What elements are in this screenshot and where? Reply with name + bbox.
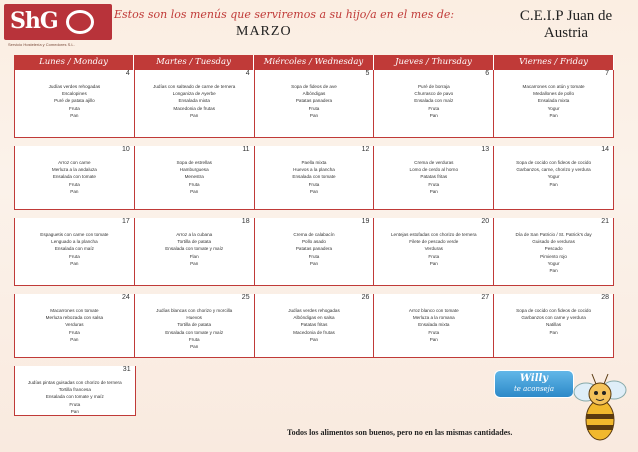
dish-item: Fruta	[69, 181, 80, 187]
month-title: MARZO	[236, 24, 292, 39]
dish-item: Yogur	[547, 174, 560, 180]
dish-item: Pan	[190, 260, 199, 266]
dish-item: Ensalada con maíz	[414, 98, 454, 104]
day-cell	[14, 70, 135, 138]
day-number: 14	[601, 146, 609, 153]
dish-item: Crema de calabacín	[293, 232, 335, 237]
dish-item: Pan	[429, 260, 438, 266]
dish-list	[496, 159, 611, 188]
dish-item: Merluza a la andaluza	[51, 167, 97, 173]
dish-item: Pan	[70, 260, 79, 266]
day-cell	[135, 70, 255, 138]
day-cell	[255, 70, 375, 138]
dish-item: Ensalada con tomate y maíz	[165, 329, 224, 335]
week-gap	[14, 358, 614, 366]
dish-item: Flan	[189, 253, 199, 259]
dish-item: Ensalada con tomate y maíz	[165, 246, 224, 252]
logo-subtitle: Servicio Hostelería y Comedores S.L.	[8, 42, 75, 47]
week-row	[14, 294, 614, 358]
weekday-monday: Lunes / Monday	[14, 55, 134, 70]
dish-list	[17, 83, 132, 119]
willy-title: Willy	[519, 373, 549, 384]
dish-list	[376, 307, 491, 343]
dish-item: Natillas	[546, 322, 562, 328]
dish-item: Pan	[549, 181, 558, 187]
day-number: 4	[245, 70, 250, 77]
dish-item: Medallones de pollo	[533, 91, 575, 97]
day-cell	[374, 146, 494, 210]
dish-item: Ensalada mixta	[178, 98, 210, 104]
dish-item: Pan	[309, 112, 319, 118]
dish-item: Tortilla de patata	[177, 239, 212, 245]
dish-item: Macedonia de frutas	[173, 105, 215, 111]
dish-list	[137, 83, 252, 119]
dish-item: Lenguado a la plancha	[51, 239, 98, 245]
dish-item: Fruta	[428, 181, 440, 187]
dish-list	[137, 307, 252, 350]
dish-item: Ensalada con tomate	[292, 174, 336, 180]
day-number: 26	[361, 294, 370, 301]
dish-item: Filete de pescado verde	[409, 239, 459, 245]
dish-item: Fruta	[428, 329, 440, 335]
dish-item: Merluza rebozada con salsa	[45, 315, 104, 321]
dish-item: Sopa de estrellas	[176, 160, 212, 165]
dish-item: Fruta	[69, 105, 80, 111]
day-number: 7	[605, 70, 609, 77]
dish-list	[257, 307, 372, 343]
day-number: 31	[122, 366, 131, 373]
day-cell	[14, 146, 135, 210]
dish-item: Longaniza de Ayerbe	[172, 91, 216, 97]
day-number: 28	[601, 294, 609, 301]
dish-item: Crema de verduras	[414, 160, 454, 165]
dish-item: Albóndigas en salsa	[293, 315, 335, 321]
dish-item: Pan	[549, 112, 558, 118]
dish-list	[496, 83, 611, 119]
dish-item: Pan	[190, 344, 199, 350]
footer-note: Todos los alimentos son buenos, pero no en las mismas cantidades.	[287, 428, 513, 437]
willy-subtitle: te aconseja	[513, 385, 555, 393]
dish-item: Ensalada mixta	[418, 322, 450, 328]
dish-item: Huevos a la plancha	[293, 167, 335, 173]
dish-item: Garbanzos con carne y verdura	[521, 315, 586, 321]
day-cell	[135, 146, 255, 210]
dish-item: Patatas panadera	[295, 246, 333, 252]
day-cell	[494, 146, 614, 210]
dish-item: Tortilla de patata	[177, 322, 212, 328]
dish-item: Macarrones con tomate	[50, 308, 99, 313]
dish-item: Fruta	[308, 181, 320, 187]
dish-list	[17, 379, 133, 415]
dish-item: Albóndigas	[302, 91, 326, 97]
logo-text: ShG	[10, 8, 58, 34]
dish-item: Arroz a la cubana	[176, 232, 213, 237]
dish-item: Pan	[70, 408, 79, 414]
day-number: 11	[242, 146, 250, 153]
dish-list	[376, 83, 491, 119]
bee-mascot-icon	[570, 368, 630, 446]
day-cell	[255, 294, 375, 358]
dish-item: Sopa de cocido con fideos de cocido	[516, 160, 591, 165]
dish-item: Pan	[190, 112, 199, 118]
day-cell	[374, 218, 494, 286]
company-logo	[4, 4, 112, 48]
day-cell	[375, 366, 495, 416]
day-cell	[135, 218, 255, 286]
dish-item: Pimiento rojo	[540, 253, 567, 259]
school-name: C.E.I.P Juan de Austria	[519, 8, 613, 41]
dish-list	[17, 159, 132, 195]
day-number: 10	[122, 146, 130, 153]
dish-item: Fruta	[308, 253, 320, 259]
dish-item: Fruta	[69, 329, 80, 335]
dish-item: Ensalada con tomate	[52, 174, 96, 180]
dish-item: Verduras	[65, 322, 84, 328]
day-cell	[255, 366, 375, 416]
day-number: 4	[125, 70, 130, 77]
dish-item: Espaguetis con carne con tomate	[40, 232, 109, 237]
dish-list	[376, 159, 491, 195]
dish-item: Fruta	[428, 253, 440, 259]
day-number: 5	[365, 70, 370, 77]
weekday-header	[14, 55, 614, 70]
day-cell	[494, 218, 614, 286]
dish-item: Tortilla francesa	[58, 387, 91, 393]
dish-item: Arroz con carne	[58, 160, 91, 165]
dish-item: Yogur	[547, 260, 560, 266]
dish-item: Pan	[70, 336, 79, 342]
dish-item: Yogur	[547, 105, 560, 111]
dish-item: Pan	[70, 112, 79, 118]
week-row	[14, 146, 614, 210]
dish-item: Pollo asado	[301, 239, 326, 245]
dish-item: Huevos	[186, 315, 202, 321]
weekday-wednesday: Miércoles / Wednesday	[254, 55, 374, 70]
day-cell	[374, 70, 494, 138]
week-gap	[14, 286, 614, 294]
dish-item: Guisado de verduras	[532, 239, 575, 245]
dish-item: Verduras	[424, 246, 443, 252]
dish-item: Fruta	[188, 181, 200, 187]
dish-item: Ensalada con maíz	[54, 246, 94, 252]
dish-item: Puré de patata ajillo	[54, 98, 95, 104]
dish-item: Judías verdes rehogadas	[288, 308, 340, 313]
dish-item: Fruta	[69, 253, 80, 259]
dish-item: Hamburguesa	[179, 167, 209, 173]
dish-item: Ensalada con tomate y maíz	[45, 394, 104, 400]
day-cell	[374, 294, 494, 358]
dish-item: Fruta	[428, 105, 440, 111]
dish-list	[496, 231, 611, 274]
dish-item: Churrasco de pavo	[414, 91, 454, 97]
dish-item: Pan	[309, 188, 319, 194]
willy-badge	[494, 370, 574, 398]
day-cell	[135, 294, 255, 358]
dish-list	[257, 231, 372, 267]
day-cell	[136, 366, 256, 416]
logo-eye-icon	[66, 10, 94, 34]
dish-item: Fruta	[69, 401, 81, 407]
dish-item: Judías con salteado de carne de ternera	[153, 84, 236, 89]
dish-item: Sopa de fideos de ave	[291, 84, 337, 89]
day-number: 27	[481, 294, 490, 301]
dish-item: Sopa de cocido con fideos de cocido	[516, 308, 591, 313]
day-number: 25	[241, 294, 250, 301]
day-cell	[14, 218, 135, 286]
weekday-thursday: Jueves / Thursday	[374, 55, 494, 70]
dish-item: Pan	[70, 188, 79, 194]
dish-item: Paella mixta	[301, 160, 327, 165]
dish-item: Pan	[429, 112, 438, 118]
dish-list	[17, 307, 132, 343]
day-number: 6	[485, 70, 490, 77]
dish-list	[496, 307, 611, 336]
headline: Estos son los menús que serviremos a su hijo/a en el mes de:	[114, 8, 455, 21]
dish-list	[257, 159, 372, 195]
dish-item: Puré de borraja	[417, 84, 450, 89]
day-number: 21	[601, 218, 609, 225]
day-number: 24	[122, 294, 130, 301]
dish-list	[17, 231, 132, 267]
dish-item: Patatas fritas	[300, 322, 328, 328]
day-number: 18	[241, 218, 250, 225]
dish-item: Pescado	[544, 246, 563, 252]
day-number: 13	[481, 146, 490, 153]
dish-item: Escalopines	[62, 91, 87, 97]
dish-item: Pan	[549, 268, 558, 274]
dish-item: Garbanzos, carne, chorizo y verdura	[516, 167, 591, 173]
week-row	[14, 218, 614, 286]
day-number: 17	[122, 218, 130, 225]
dish-item: Día de San Patricio / St. Patrick's day	[515, 232, 592, 237]
dish-item: Menestra	[184, 174, 204, 180]
dish-list	[376, 231, 491, 267]
dish-item: Judías blancas con chorizo y morcilla	[156, 308, 233, 313]
dish-item: Judías verdes rehogadas	[48, 84, 101, 89]
dish-item: Merluza a la romana	[412, 315, 455, 321]
dish-item: Lomo de cerdo al horno	[409, 167, 459, 173]
dish-list	[137, 231, 252, 267]
dish-item: Macedonia de frutas	[293, 329, 335, 335]
dish-item: Arroz blanco con tomate	[408, 308, 459, 313]
day-cell	[255, 146, 375, 210]
dish-item: Fruta	[308, 105, 320, 111]
day-cell	[14, 366, 136, 416]
day-cell	[255, 218, 375, 286]
dish-item: Pan	[309, 336, 319, 342]
dish-list	[137, 159, 252, 195]
day-number: 19	[361, 218, 370, 225]
dish-item: Pan	[190, 188, 199, 194]
menu-calendar	[14, 55, 614, 416]
dish-list	[257, 83, 372, 119]
dish-item: Lentejas estofadas con chorizo de ternera	[391, 232, 477, 237]
day-cell	[494, 70, 614, 138]
dish-item: Fruta	[188, 336, 200, 342]
week-gap	[14, 210, 614, 218]
day-number: 20	[481, 218, 490, 225]
day-cell	[14, 294, 135, 358]
dish-item: Macarrones con atún y tomate	[522, 84, 585, 89]
dish-item: Ensalada mixta	[537, 98, 570, 104]
dish-item: Pan	[429, 188, 438, 194]
day-number: 12	[361, 146, 370, 153]
week-row	[14, 70, 614, 138]
dish-item: Judías pintas guisadas con chorizo de ternera	[27, 380, 122, 385]
dish-item: Patatas fritas	[420, 174, 448, 180]
week-gap	[14, 138, 614, 146]
dish-item: Pan	[549, 329, 558, 335]
dish-item: Patatas panadera	[295, 98, 333, 104]
weekday-friday: Viernes / Friday	[494, 55, 614, 70]
weekday-tuesday: Martes / Tuesday	[134, 55, 254, 70]
dish-item: Pan	[309, 260, 319, 266]
dish-item: Pan	[429, 336, 438, 342]
day-cell	[494, 294, 614, 358]
